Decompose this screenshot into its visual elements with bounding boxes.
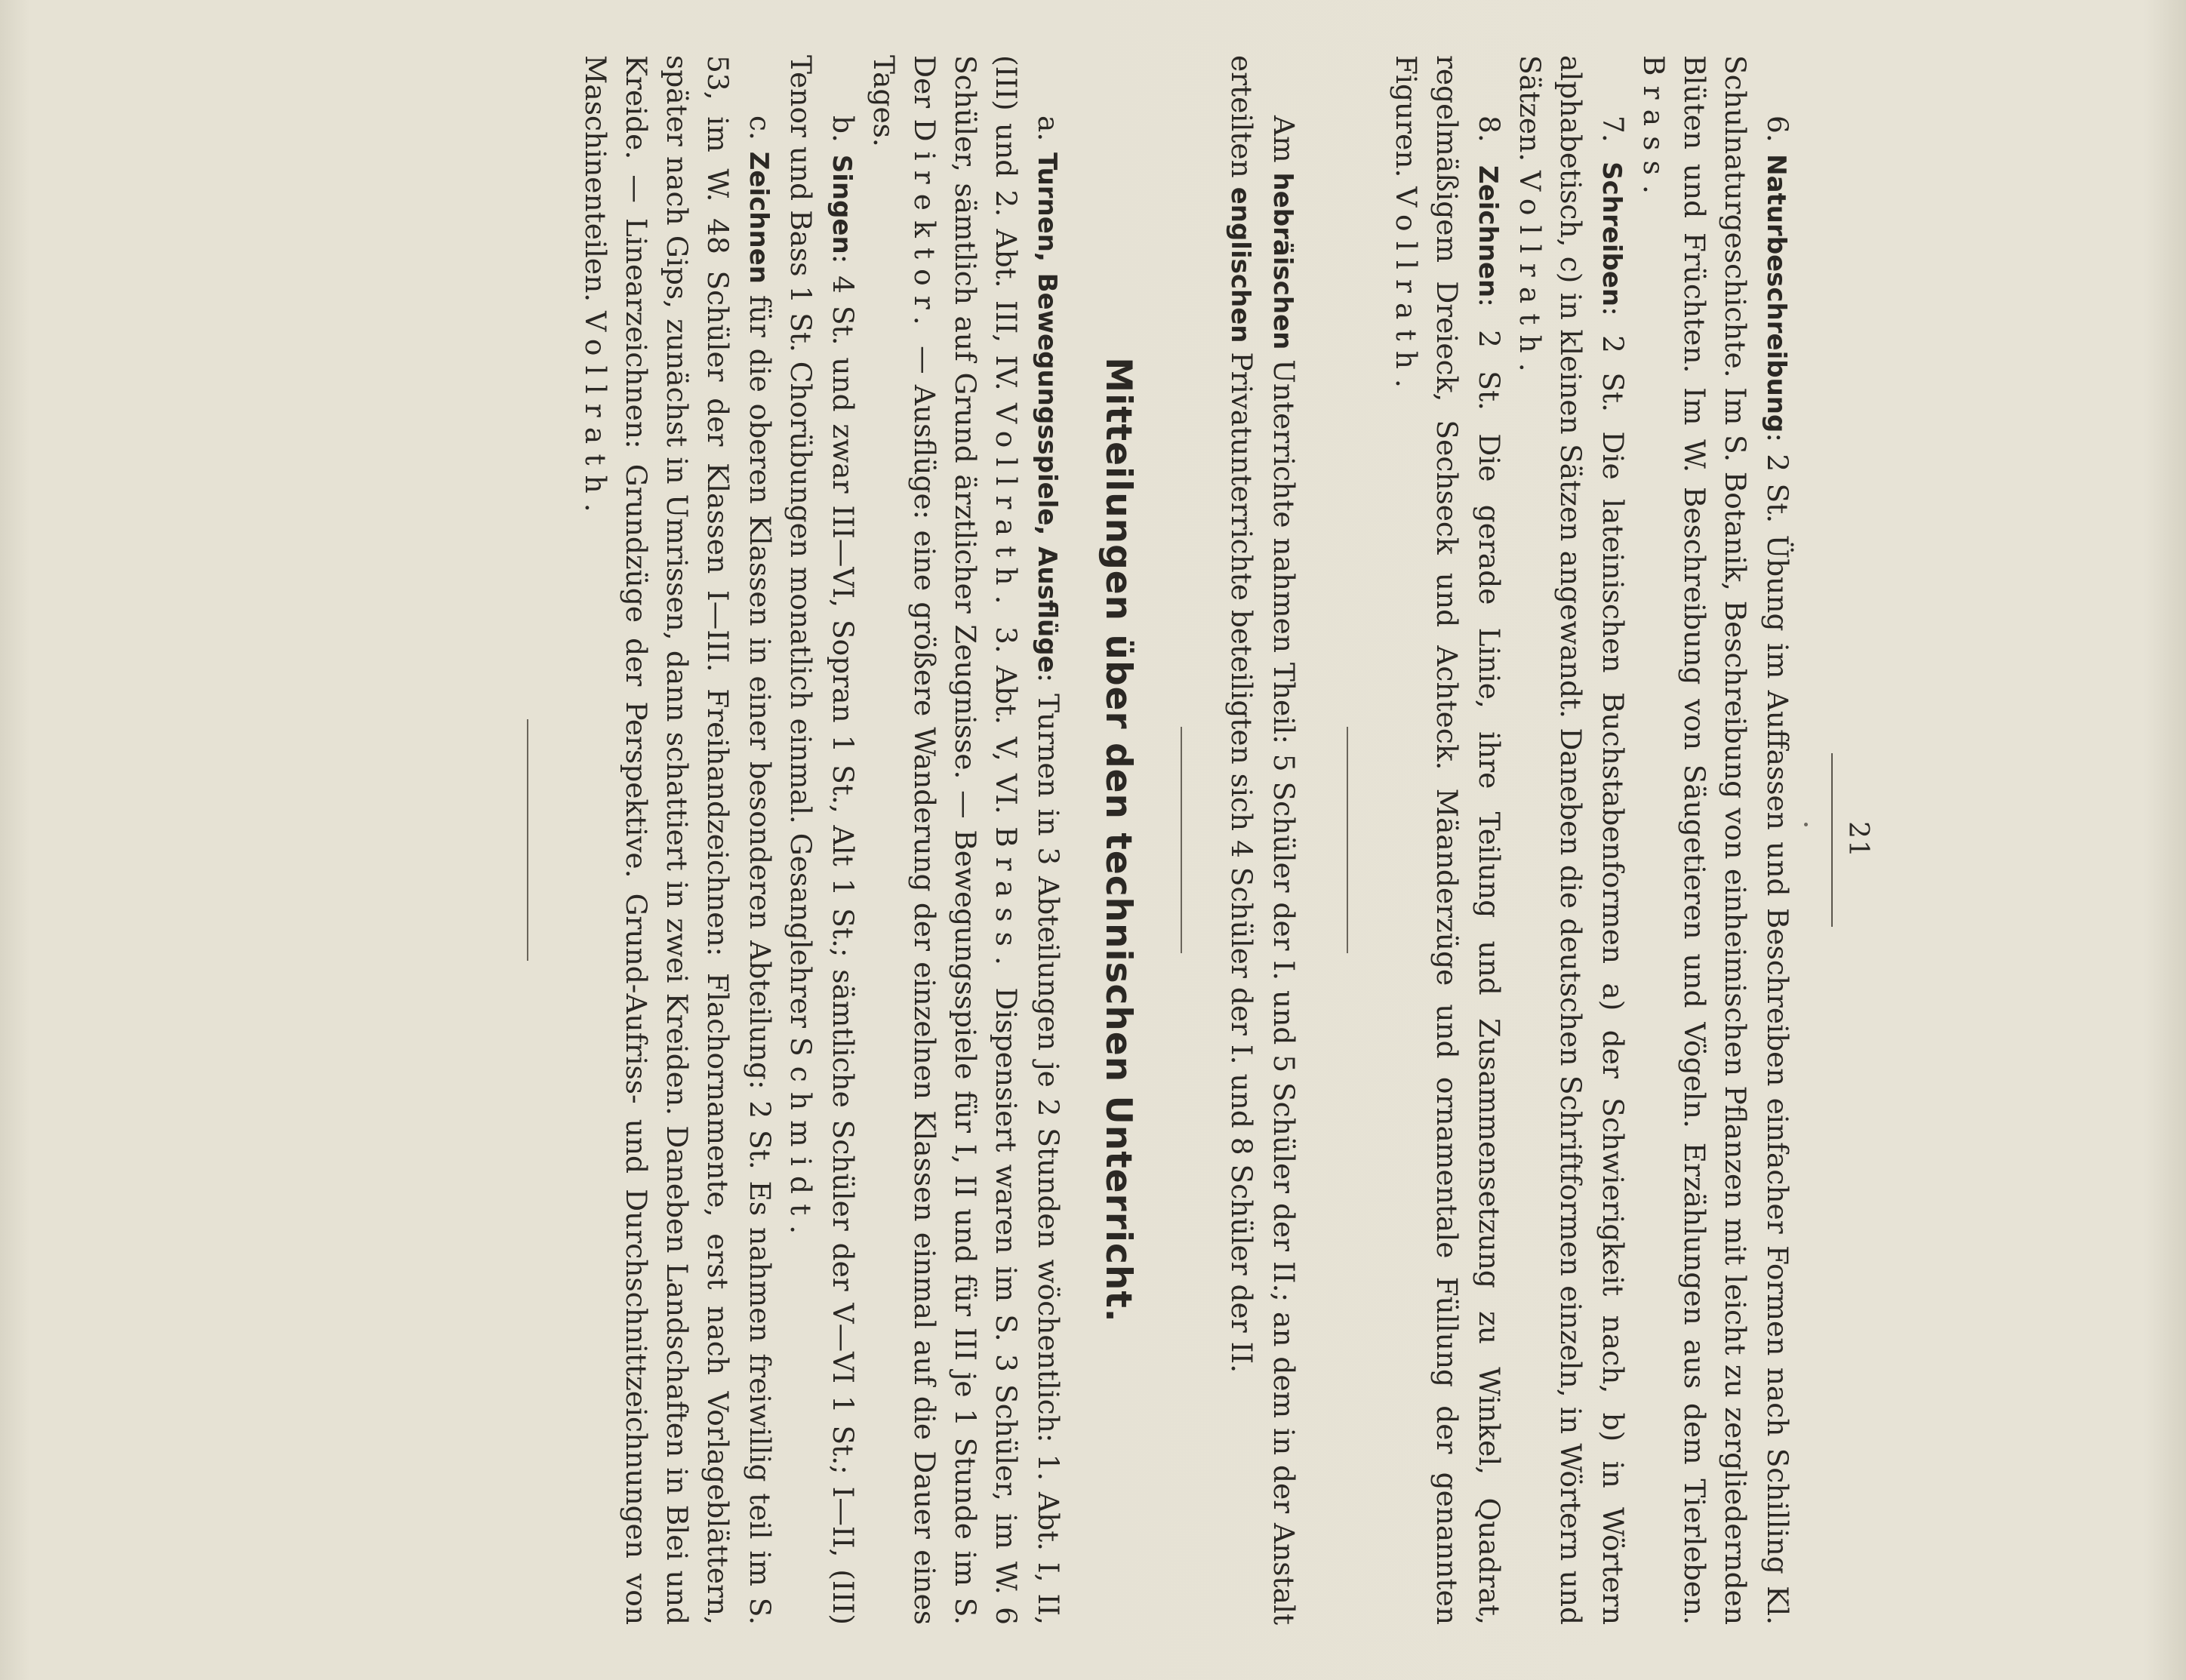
section-heading: Mitteilungen über den technischen Unterricht. (1098, 357, 1139, 1323)
teacher-name: Brass. (990, 826, 1023, 976)
item-title: Zeichnen (744, 151, 774, 284)
text-run: 3. Abt. V, VI. (990, 626, 1023, 814)
text-run: Am (1267, 115, 1301, 163)
rotated-page (368, 55, 1878, 1625)
end-rule (527, 719, 528, 961)
teacher-name: Vollrath. (990, 402, 1023, 614)
teacher-name: Vollrath. (1390, 186, 1423, 398)
section-naturbeschreibung (1633, 55, 1798, 1625)
text-run: — Ausflüge: eine größere Wanderung der einzelnen Klassen einmal auf die Dauer eines Tages. (867, 55, 941, 1626)
section-text: : 2 St. Die lateinischen Buchstabenformen a) der Schwierigkeit nach, b) in Wörtern alphabetisch, c) in kleinen Sätzen angewandt. Daneben die deutschen Schriftformen einzeln, in Wörtern und Sätzen. (1513, 55, 1630, 1625)
text-run: : 4 St. und zwar III—VI, Sopran 1 St., Alt 1 St.; sämtliche Schüler der V—VI 1 St.; I—II, (III) Tenor und Bass 1 St. Chorübungen monatlich einmal. Gesanglehrer (784, 55, 860, 1625)
teacher-name: Vollrath. (1513, 171, 1547, 382)
teacher-name: Schmidt. (784, 1036, 817, 1245)
section-title: Schreiben (1596, 162, 1627, 307)
page-number: 21 (1843, 821, 1873, 859)
section-number: 7. (1596, 115, 1630, 143)
section-text: : 2 St. Die gerade Linie, ihre Teilung und Zusammensetzung zu Winkel, Quadrat, regelmäßigem Dreieck, Sechseck und Achteck. Mäanderzüge und ornamentale Füllung der genannten Figuren. (1390, 55, 1506, 1625)
text-run: Unterrichte nahmen Theil: 5 Schüler der I. und 5 Schüler der II.; an dem in der Anstalt erteilten (1225, 55, 1301, 1626)
header-rule (1831, 753, 1833, 927)
section-number: 8. (1473, 115, 1506, 143)
teacher-name: Vollrath. (579, 311, 612, 522)
paragraph-hebrew-english (1220, 55, 1304, 1625)
text-run: für die oberen Klassen in einer besonderen Abteilung: 2 St. Es nahmen freiwillig teil im S. 53, im W. 48 Schüler der Klassen I—III. Freihandzeichnen: Flachornamente, erst nach Vorlageblättern, später nach Gips, zunächst in Umrissen, dann schattiert in zwei Kreiden. Daneben Landschaften in Blei und Kreide. — Linearzeichnen: Grundzüge der Perspektive. Grund-Aufriss- und Durchschnittzeichnungen von Maschinenteilen. (579, 55, 777, 1626)
text-run: Privatunterrichte beteiligten sich 4 Schüler der I. und 8 Schüler der II. (1225, 352, 1258, 1374)
section-zeichnen (1386, 55, 1510, 1625)
item-label: a. (1032, 115, 1065, 142)
item-turnen (864, 55, 1069, 1625)
divider-rule (1347, 727, 1348, 953)
item-title: Turnen, Bewegungsspiele, Ausflüge (1032, 152, 1062, 673)
item-label: c. (744, 115, 777, 140)
section-schreiben (1510, 55, 1633, 1625)
item-label: b. (827, 115, 860, 143)
item-zeichnen (575, 55, 780, 1625)
bold-term-hebraeisch: hebräischen (1267, 172, 1298, 350)
section-number: 6. (1761, 115, 1794, 143)
item-title: Singen (827, 154, 857, 254)
bold-term-englisch: englischen (1225, 186, 1255, 343)
divider-rule (1181, 727, 1182, 953)
section-text: : 2 St. Übung im Auffassen und Beschreiben einfacher Formen nach Schilling Kl. Schulnaturgeschichte. Im S. Botanik, Beschreibung von einheimischen Pflanzen mit leicht zu zergliedernden Blüten und Früchten. Im W. Beschreibung von Säugetieren und Vögeln. Erzählungen aus dem Tierleben. (1678, 55, 1794, 1626)
text-run: Dispensiert waren im S. 3 Schüler, im W. 6 Schüler, sämtlich auf Grund ärztlicher Zeugnisse. — Bewegungsspiele für I, II und für III je 1 Stunde im S. Der (908, 55, 1023, 1626)
teacher-name: Brass. (1637, 55, 1670, 204)
text-run: : Turnen in 3 Abteilungen je 2 Stunden wöchentlich: 1. Abt. I, II, (III) und 2. Abt. III, IV. (990, 55, 1065, 1625)
item-singen (780, 55, 864, 1625)
section-title: Naturbeschreibung (1761, 154, 1791, 433)
teacher-name: Direktor. (908, 118, 941, 335)
section-title: Zeichnen (1473, 165, 1503, 298)
